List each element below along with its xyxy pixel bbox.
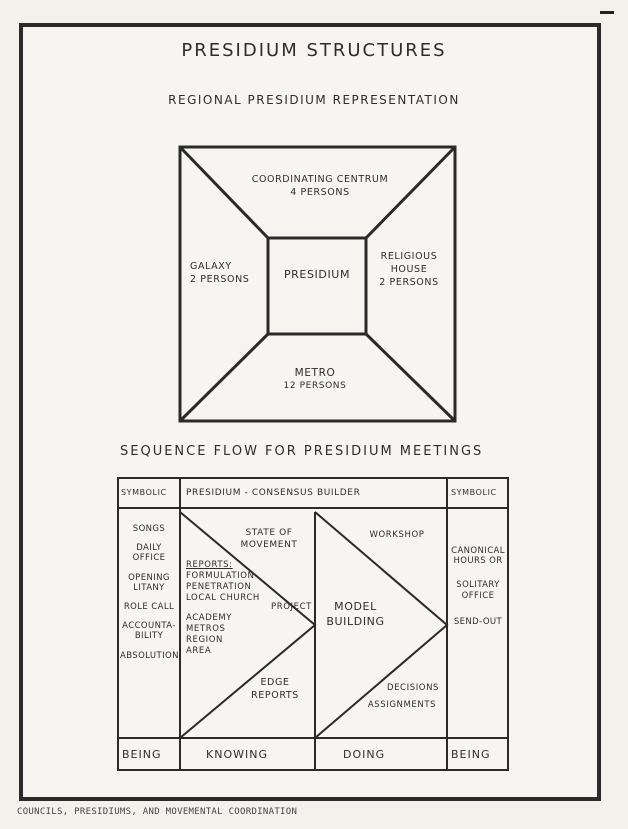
- header-symbolic-left: SYMBOLIC: [121, 488, 167, 497]
- right-symbolic-items: CANONICAL HOURS OR SOLITARY OFFICE SEND-OUT: [451, 546, 505, 627]
- doing-label: DOING: [343, 748, 386, 761]
- reports-list: REPORTS: FORMULATION PENETRATION LOCAL CHURCH PROJECT ACADEMY METROS REGION AREA: [186, 560, 312, 657]
- scan-mark: [600, 11, 614, 14]
- state-of-movement-label: STATE OF MOVEMENT: [240, 528, 298, 551]
- knowing-label: KNOWING: [206, 748, 268, 761]
- edge-reports-label: EDGE REPORTS: [251, 677, 299, 701]
- assignments-label: ASSIGNMENTS: [367, 700, 437, 710]
- header-symbolic-right: SYMBOLIC: [451, 488, 497, 497]
- header-consensus-builder: PRESIDIUM - CONSENSUS BUILDER: [186, 488, 361, 498]
- pyramid-inner-square: [268, 238, 366, 334]
- presidium-center-label: PRESIDIUM: [283, 268, 351, 281]
- being-right-label: BEING: [451, 748, 491, 761]
- sequence-title: SEQUENCE FLOW FOR PRESIDIUM MEETINGS: [120, 444, 484, 459]
- coordinating-centrum-label: COORDINATING CENTRUM 4 PERSONS: [251, 174, 389, 198]
- workshop-label: WORKSHOP: [369, 530, 425, 540]
- diagram-subtitle: REGIONAL PRESIDIUM REPRESENTATION: [168, 93, 460, 107]
- page-title: PRESIDIUM STRUCTURES: [181, 40, 447, 61]
- model-building-label: MODEL BUILDING: [326, 600, 385, 628]
- religious-house-label: RELIGIOUS HOUSE 2 PERSONS: [379, 251, 439, 288]
- being-left-label: BEING: [122, 748, 162, 761]
- left-symbolic-items: SONGS DAILY OFFICE OPENING LITANY ROLE CALL ACCOUNTA-BILITY ABSOLUTION: [120, 524, 179, 661]
- decisions-label: DECISIONS: [386, 683, 440, 693]
- page-footer: COUNCILS, PRESIDIUMS, AND MOVEMENTAL COORDINATION: [17, 807, 298, 817]
- galaxy-label: GALAXY 2 PERSONS: [190, 261, 250, 285]
- metro-label: METRO 12 PERSONS: [283, 367, 347, 392]
